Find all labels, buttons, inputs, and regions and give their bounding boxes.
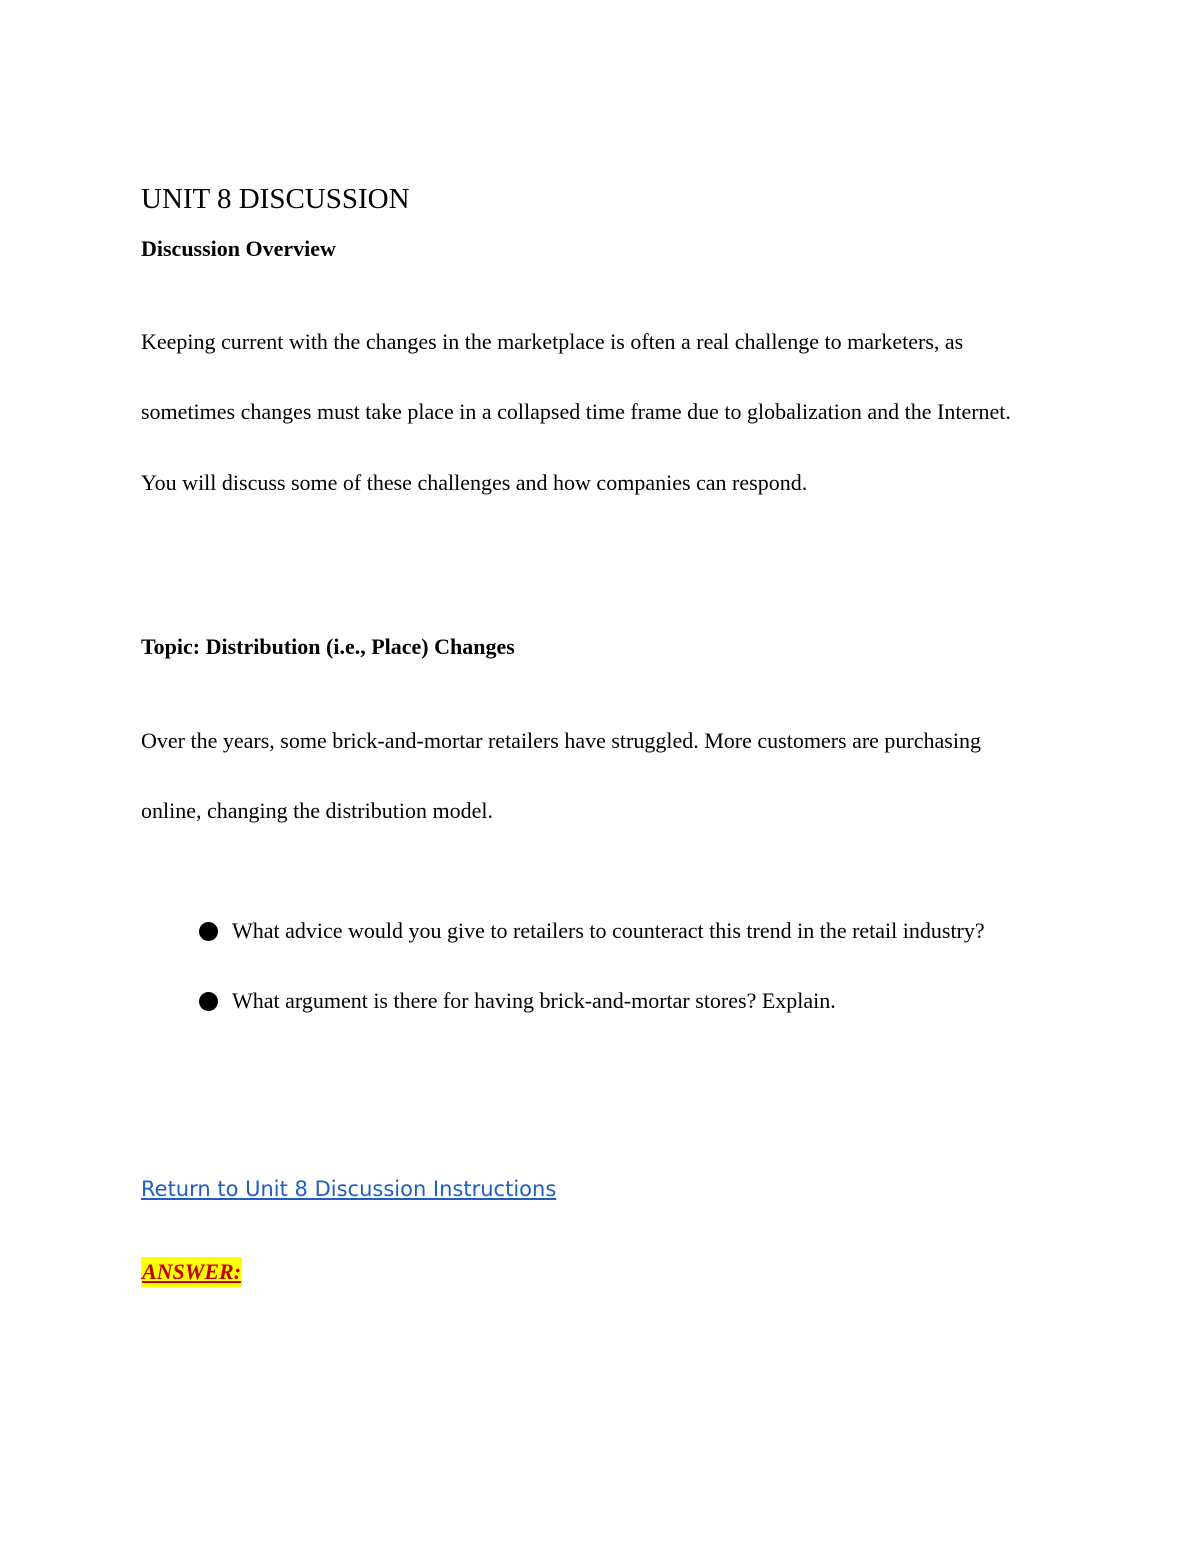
question-text: What advice would you give to retailers to counteract this trend in the retail industry? — [232, 918, 985, 943]
question-item — [0, 966, 1032, 1036]
page-title: UNIT 8 DISCUSSION — [141, 183, 410, 215]
overview-paragraph: Keeping current with the changes in the marketplace is often a real challenge to marketers, as sometimes changes must take place in a collapsed time frame due to globalization and the Internet. You will discuss some of these challenges and how companies can respond. — [141, 329, 1011, 495]
topic-paragraph: Over the years, some brick-and-mortar retailers have struggled. More customers are purchasing online, changing the distribution model. — [141, 728, 981, 824]
bullet-icon — [199, 992, 218, 1011]
return-to-instructions-link[interactable]: Return to Unit 8 Discussion Instructions — [141, 1177, 557, 1201]
bullet-icon — [199, 922, 218, 941]
question-list — [0, 896, 1200, 1037]
question-text: What argument is there for having brick-and-mortar stores? Explain. — [232, 988, 836, 1014]
answer-label: ANSWER: — [141, 1257, 242, 1287]
question-item — [0, 896, 1032, 966]
topic-heading: Topic: Distribution (i.e., Place) Changes — [141, 634, 515, 659]
section-heading-overview: Discussion Overview — [141, 236, 336, 261]
